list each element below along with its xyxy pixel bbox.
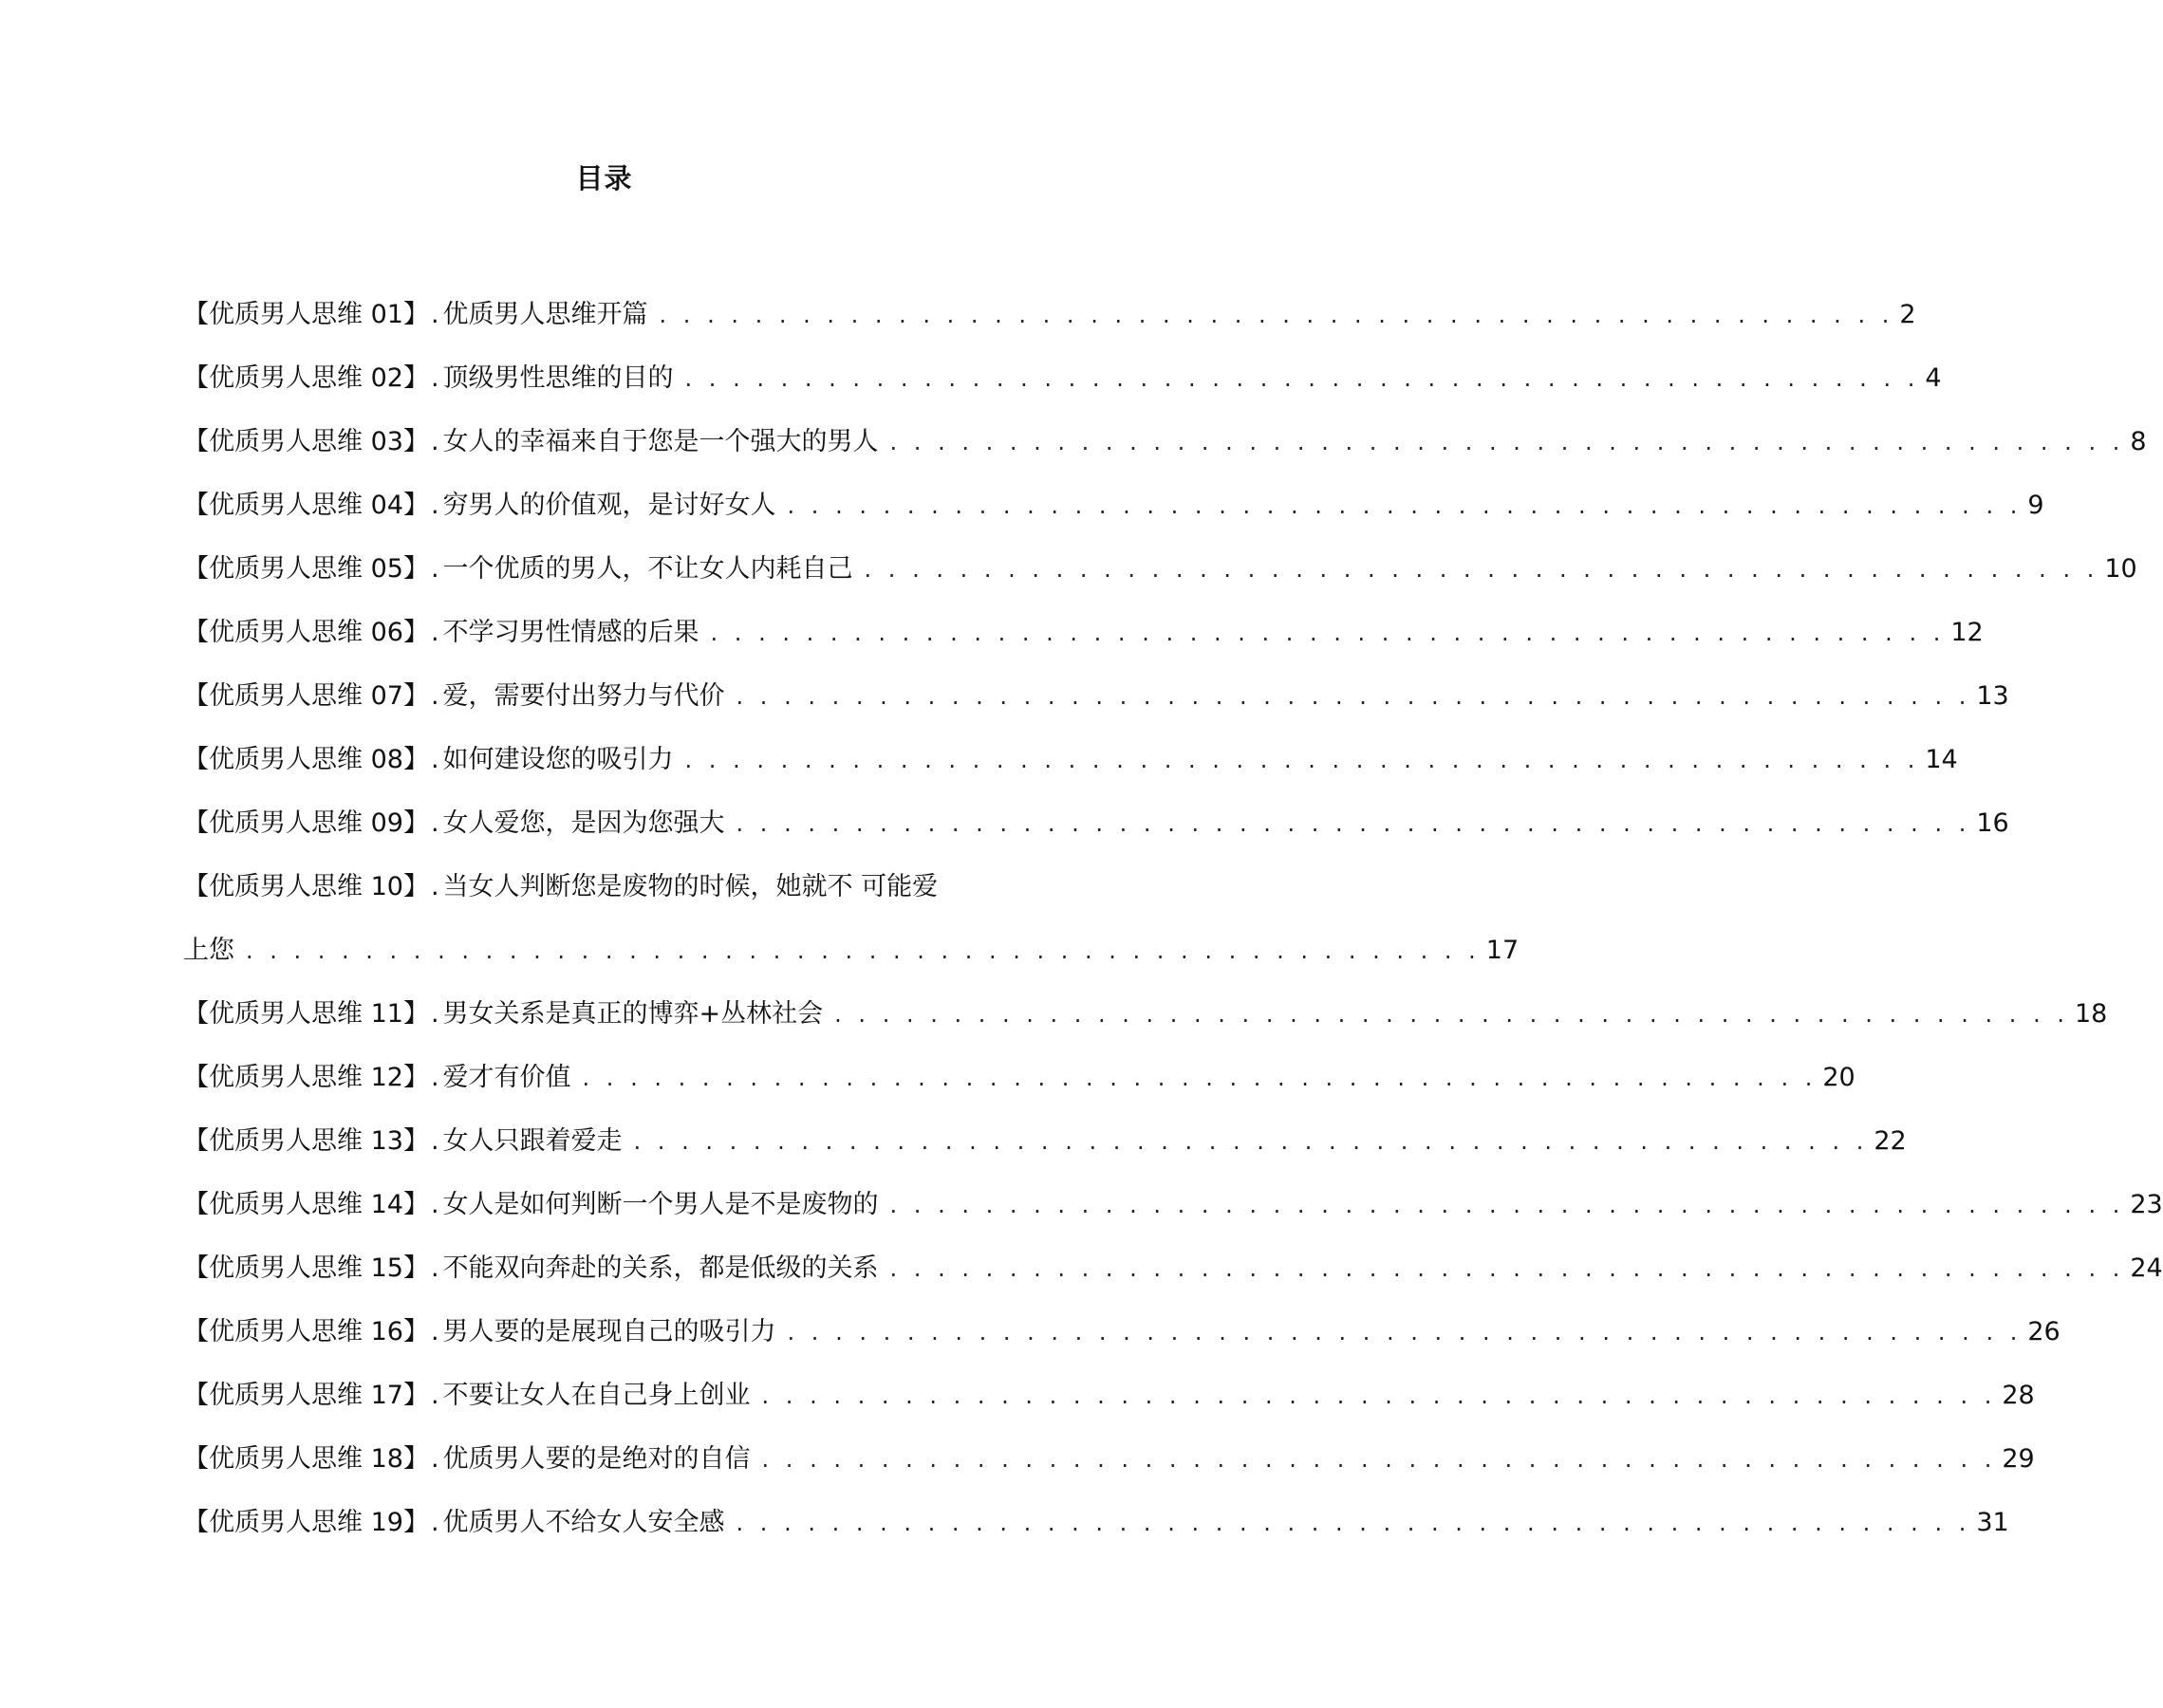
toc-entry-title: 女人只跟着爱走	[442, 1126, 623, 1156]
dot-leader: . . . . . . . . . . . . . . . . . . . . . . . . . . . . . . . . . . . . . . . . . . . . . . . . . . . .	[889, 429, 2125, 455]
dot-leader: . . . . . . . . . . . . . . . . . . . . . . . . . . . . . . . . . . . . . . . . . . . . . . . . . . . .	[787, 1319, 2023, 1346]
toc-page-number: 13	[1976, 681, 2009, 711]
dot-leader: . . . . . . . . . . . . . . . . . . . . . . . . . . . . . . . . . . . . . . . . . . . . . . . . . . . .	[633, 1128, 1869, 1155]
toc-entry-number: 【优质男人思维 03】	[183, 427, 429, 456]
toc-entry[interactable]	[183, 283, 1916, 346]
toc-entry[interactable]	[183, 601, 1984, 664]
toc-entry-separator: .	[430, 1190, 439, 1219]
toc-entry-title: 男女关系是真正的博弈+丛林社会	[442, 999, 824, 1029]
dot-leader: . . . . . . . . . . . . . . . . . . . . . . . . . . . . . . . . . . . . . . . . . . . . . . . . . . . .	[684, 365, 1920, 392]
toc-page-number: 26	[2027, 1317, 2060, 1346]
dot-leader: . . . . . . . . . . . . . . . . . . . . . . . . . . . . . . . . . . . . . . . . . . . . . . . . . . . .	[761, 1383, 1997, 1409]
toc-entry-title: 顶级男性思维的目的	[442, 363, 674, 393]
toc-entry-separator: .	[430, 1508, 439, 1537]
toc-entry-number: 【优质男人思维 09】	[183, 808, 429, 838]
dot-leader: . . . . . . . . . . . . . . . . . . . . . . . . . . . . . . . . . . . . . . . . . . . . . . . . . . . .	[736, 1510, 1971, 1536]
toc-entry-number: 【优质男人思维 05】	[183, 554, 429, 584]
toc-entry-separator: .	[430, 1317, 439, 1346]
toc-entry[interactable]	[183, 1300, 2060, 1364]
toc-entry-line	[183, 919, 1520, 982]
toc-entry-number: 【优质男人思维 18】	[183, 1444, 429, 1474]
toc-entry-separator: .	[430, 1381, 439, 1410]
toc-entry-separator: .	[430, 427, 439, 456]
toc-entry-separator: .	[430, 872, 439, 901]
toc-entry-title: 一个优质的男人，不让女人内耗自己	[442, 554, 853, 584]
toc-entry-separator: .	[430, 363, 439, 393]
toc-page-number: 2	[1899, 300, 1916, 329]
toc-entry-title: 女人爱您，是因为您强大	[442, 808, 725, 838]
dot-leader: . . . . . . . . . . . . . . . . . . . . . . . . . . . . . . . . . . . . . . . . . . . . . . . . . . . .	[582, 1065, 1818, 1091]
toc-page-number: 4	[1925, 363, 1942, 393]
toc-entry-number: 【优质男人思维 14】	[183, 1190, 429, 1219]
toc-entry-separator: .	[430, 1126, 439, 1156]
toc-page-number: 24	[2130, 1253, 2163, 1283]
toc-entry[interactable]	[183, 410, 2147, 473]
toc-entry-line	[183, 855, 1025, 919]
toc-entry[interactable]	[183, 1109, 1907, 1173]
toc-page-number: 8	[2130, 427, 2147, 456]
toc-entry-separator: .	[430, 681, 439, 711]
toc-entry-separator: .	[430, 999, 439, 1029]
toc-entry-separator: .	[430, 1444, 439, 1474]
dot-leader: . . . . . . . . . . . . . . . . . . . . . . . . . . . . . . . . . . . . . . . . . . . . . . . . . . . .	[659, 302, 1894, 328]
dot-leader: . . . . . . . . . . . . . . . . . . . . . . . . . . . . . . . . . . . . . . . . . . . . . . . . . . . .	[710, 620, 1946, 646]
toc-entry-title: 如何建设您的吸引力	[442, 745, 674, 774]
toc-entry[interactable]	[183, 346, 1942, 410]
toc-entry[interactable]	[183, 1364, 2035, 1427]
table-of-contents	[183, 283, 2163, 1554]
toc-entry-number: 【优质男人思维 01】	[183, 300, 429, 329]
toc-page-number: 22	[1874, 1126, 1907, 1156]
toc-entry-number: 【优质男人思维 17】	[183, 1381, 429, 1410]
toc-entry-separator: .	[430, 618, 439, 647]
toc-entry-number: 【优质男人思维 13】	[183, 1126, 429, 1156]
dot-leader: . . . . . . . . . . . . . . . . . . . . . . . . . . . . . . . . . . . . . . . . . . . . . . . . . . . .	[761, 1446, 1997, 1473]
toc-entry-number: 【优质男人思维 11】	[183, 999, 429, 1029]
toc-entry-number: 【优质男人思维 06】	[183, 618, 429, 647]
toc-entry-number: 【优质男人思维 15】	[183, 1253, 429, 1283]
dot-leader: . . . . . . . . . . . . . . . . . . . . . . . . . . . . . . . . . . . . . . . . . . . . . . . . . . . .	[787, 492, 2023, 519]
dot-leader: . . . . . . . . . . . . . . . . . . . . . . . . . . . . . . . . . . . . . . . . . . . . . . . . . . . .	[246, 938, 1481, 964]
toc-entry-number: 【优质男人思维 16】	[183, 1317, 429, 1346]
toc-entry[interactable]	[183, 728, 1958, 791]
toc-entry-title: 爱才有价值	[442, 1063, 571, 1092]
toc-entry-separator: .	[430, 554, 439, 584]
toc-entry-number: 【优质男人思维 19】	[183, 1508, 429, 1537]
toc-entry-title-continuation: 上您	[183, 936, 234, 965]
dot-leader: . . . . . . . . . . . . . . . . . . . . . . . . . . . . . . . . . . . . . . . . . . . . . . . . . . . .	[864, 556, 2099, 583]
toc-entry-title: 男人要的是展现自己的吸引力	[442, 1317, 776, 1346]
toc-page-number: 20	[1822, 1063, 1855, 1092]
toc-page-number: 12	[1950, 618, 1984, 647]
toc-entry[interactable]	[183, 1236, 2163, 1300]
toc-entry-separator: .	[430, 745, 439, 774]
dot-leader: . . . . . . . . . . . . . . . . . . . . . . . . . . . . . . . . . . . . . . . . . . . . . . . . . . . .	[684, 747, 1920, 773]
toc-page-number: 31	[1976, 1508, 2009, 1537]
toc-entry[interactable]	[183, 1427, 2035, 1491]
toc-entry-title: 当女人判断您是废物的时候，她就不 可能爱	[442, 872, 939, 901]
toc-entry-title: 女人是如何判断一个男人是不是废物的	[442, 1190, 879, 1219]
toc-entry-separator: .	[430, 1253, 439, 1283]
toc-page-number: 9	[2027, 491, 2044, 520]
toc-entry[interactable]	[183, 1173, 2163, 1236]
page-title: 目录	[575, 162, 633, 195]
dot-leader: . . . . . . . . . . . . . . . . . . . . . . . . . . . . . . . . . . . . . . . . . . . . . . . . . . . .	[736, 683, 1971, 710]
toc-page-number: 23	[2130, 1190, 2163, 1219]
dot-leader: . . . . . . . . . . . . . . . . . . . . . . . . . . . . . . . . . . . . . . . . . . . . . . . . . . . .	[834, 1001, 2069, 1028]
dot-leader: . . . . . . . . . . . . . . . . . . . . . . . . . . . . . . . . . . . . . . . . . . . . . . . . . . . .	[736, 810, 1971, 837]
toc-entry-title: 优质男人思维开篇	[442, 300, 648, 329]
toc-entry[interactable]	[183, 791, 2009, 855]
toc-entry[interactable]	[183, 664, 2009, 728]
toc-entry-number: 【优质男人思维 12】	[183, 1063, 429, 1092]
toc-entry[interactable]	[183, 473, 2044, 537]
toc-entry-title: 不学习男性情感的后果	[442, 618, 699, 647]
toc-entry-title: 不要让女人在自己身上创业	[442, 1381, 751, 1410]
toc-page-number: 18	[2074, 999, 2108, 1029]
toc-page-number: 17	[1485, 936, 1520, 965]
toc-entry-separator: .	[430, 491, 439, 520]
toc-page-number: 10	[2104, 554, 2137, 584]
toc-page-number: 29	[2002, 1444, 2035, 1474]
toc-entry-number: 【优质男人思维 02】	[183, 363, 429, 393]
toc-entry[interactable]	[183, 1491, 2009, 1554]
toc-entry[interactable]	[183, 855, 1520, 982]
toc-entry[interactable]	[183, 1046, 1855, 1109]
toc-entry-number: 【优质男人思维 08】	[183, 745, 429, 774]
toc-entry[interactable]	[183, 537, 2137, 601]
toc-entry-title: 不能双向奔赴的关系，都是低级的关系	[442, 1253, 879, 1283]
toc-entry-title: 穷男人的价值观，是讨好女人	[442, 491, 776, 520]
toc-entry-title: 优质男人不给女人安全感	[442, 1508, 725, 1537]
toc-entry-separator: .	[430, 1063, 439, 1092]
dot-leader: . . . . . . . . . . . . . . . . . . . . . . . . . . . . . . . . . . . . . . . . . . . . . . . . . . . .	[889, 1192, 2125, 1218]
toc-page-number: 16	[1976, 808, 2009, 838]
toc-entry[interactable]	[183, 982, 2108, 1046]
toc-entry-title: 爱，需要付出努力与代价	[442, 681, 725, 711]
dot-leader: . . . . . . . . . . . . . . . . . . . . . . . . . . . . . . . . . . . . . . . . . . . . . . . . . . . .	[889, 1255, 2125, 1282]
toc-entry-number: 【优质男人思维 04】	[183, 491, 429, 520]
toc-entry-separator: .	[430, 808, 439, 838]
toc-page-number: 28	[2002, 1381, 2035, 1410]
toc-page-number: 14	[1925, 745, 1958, 774]
toc-entry-title: 优质男人要的是绝对的自信	[442, 1444, 751, 1474]
toc-entry-number: 【优质男人思维 10】	[183, 872, 429, 901]
toc-entry-separator: .	[430, 300, 439, 329]
toc-entry-number: 【优质男人思维 07】	[183, 681, 429, 711]
toc-entry-title: 女人的幸福来自于您是一个强大的男人	[442, 427, 879, 456]
